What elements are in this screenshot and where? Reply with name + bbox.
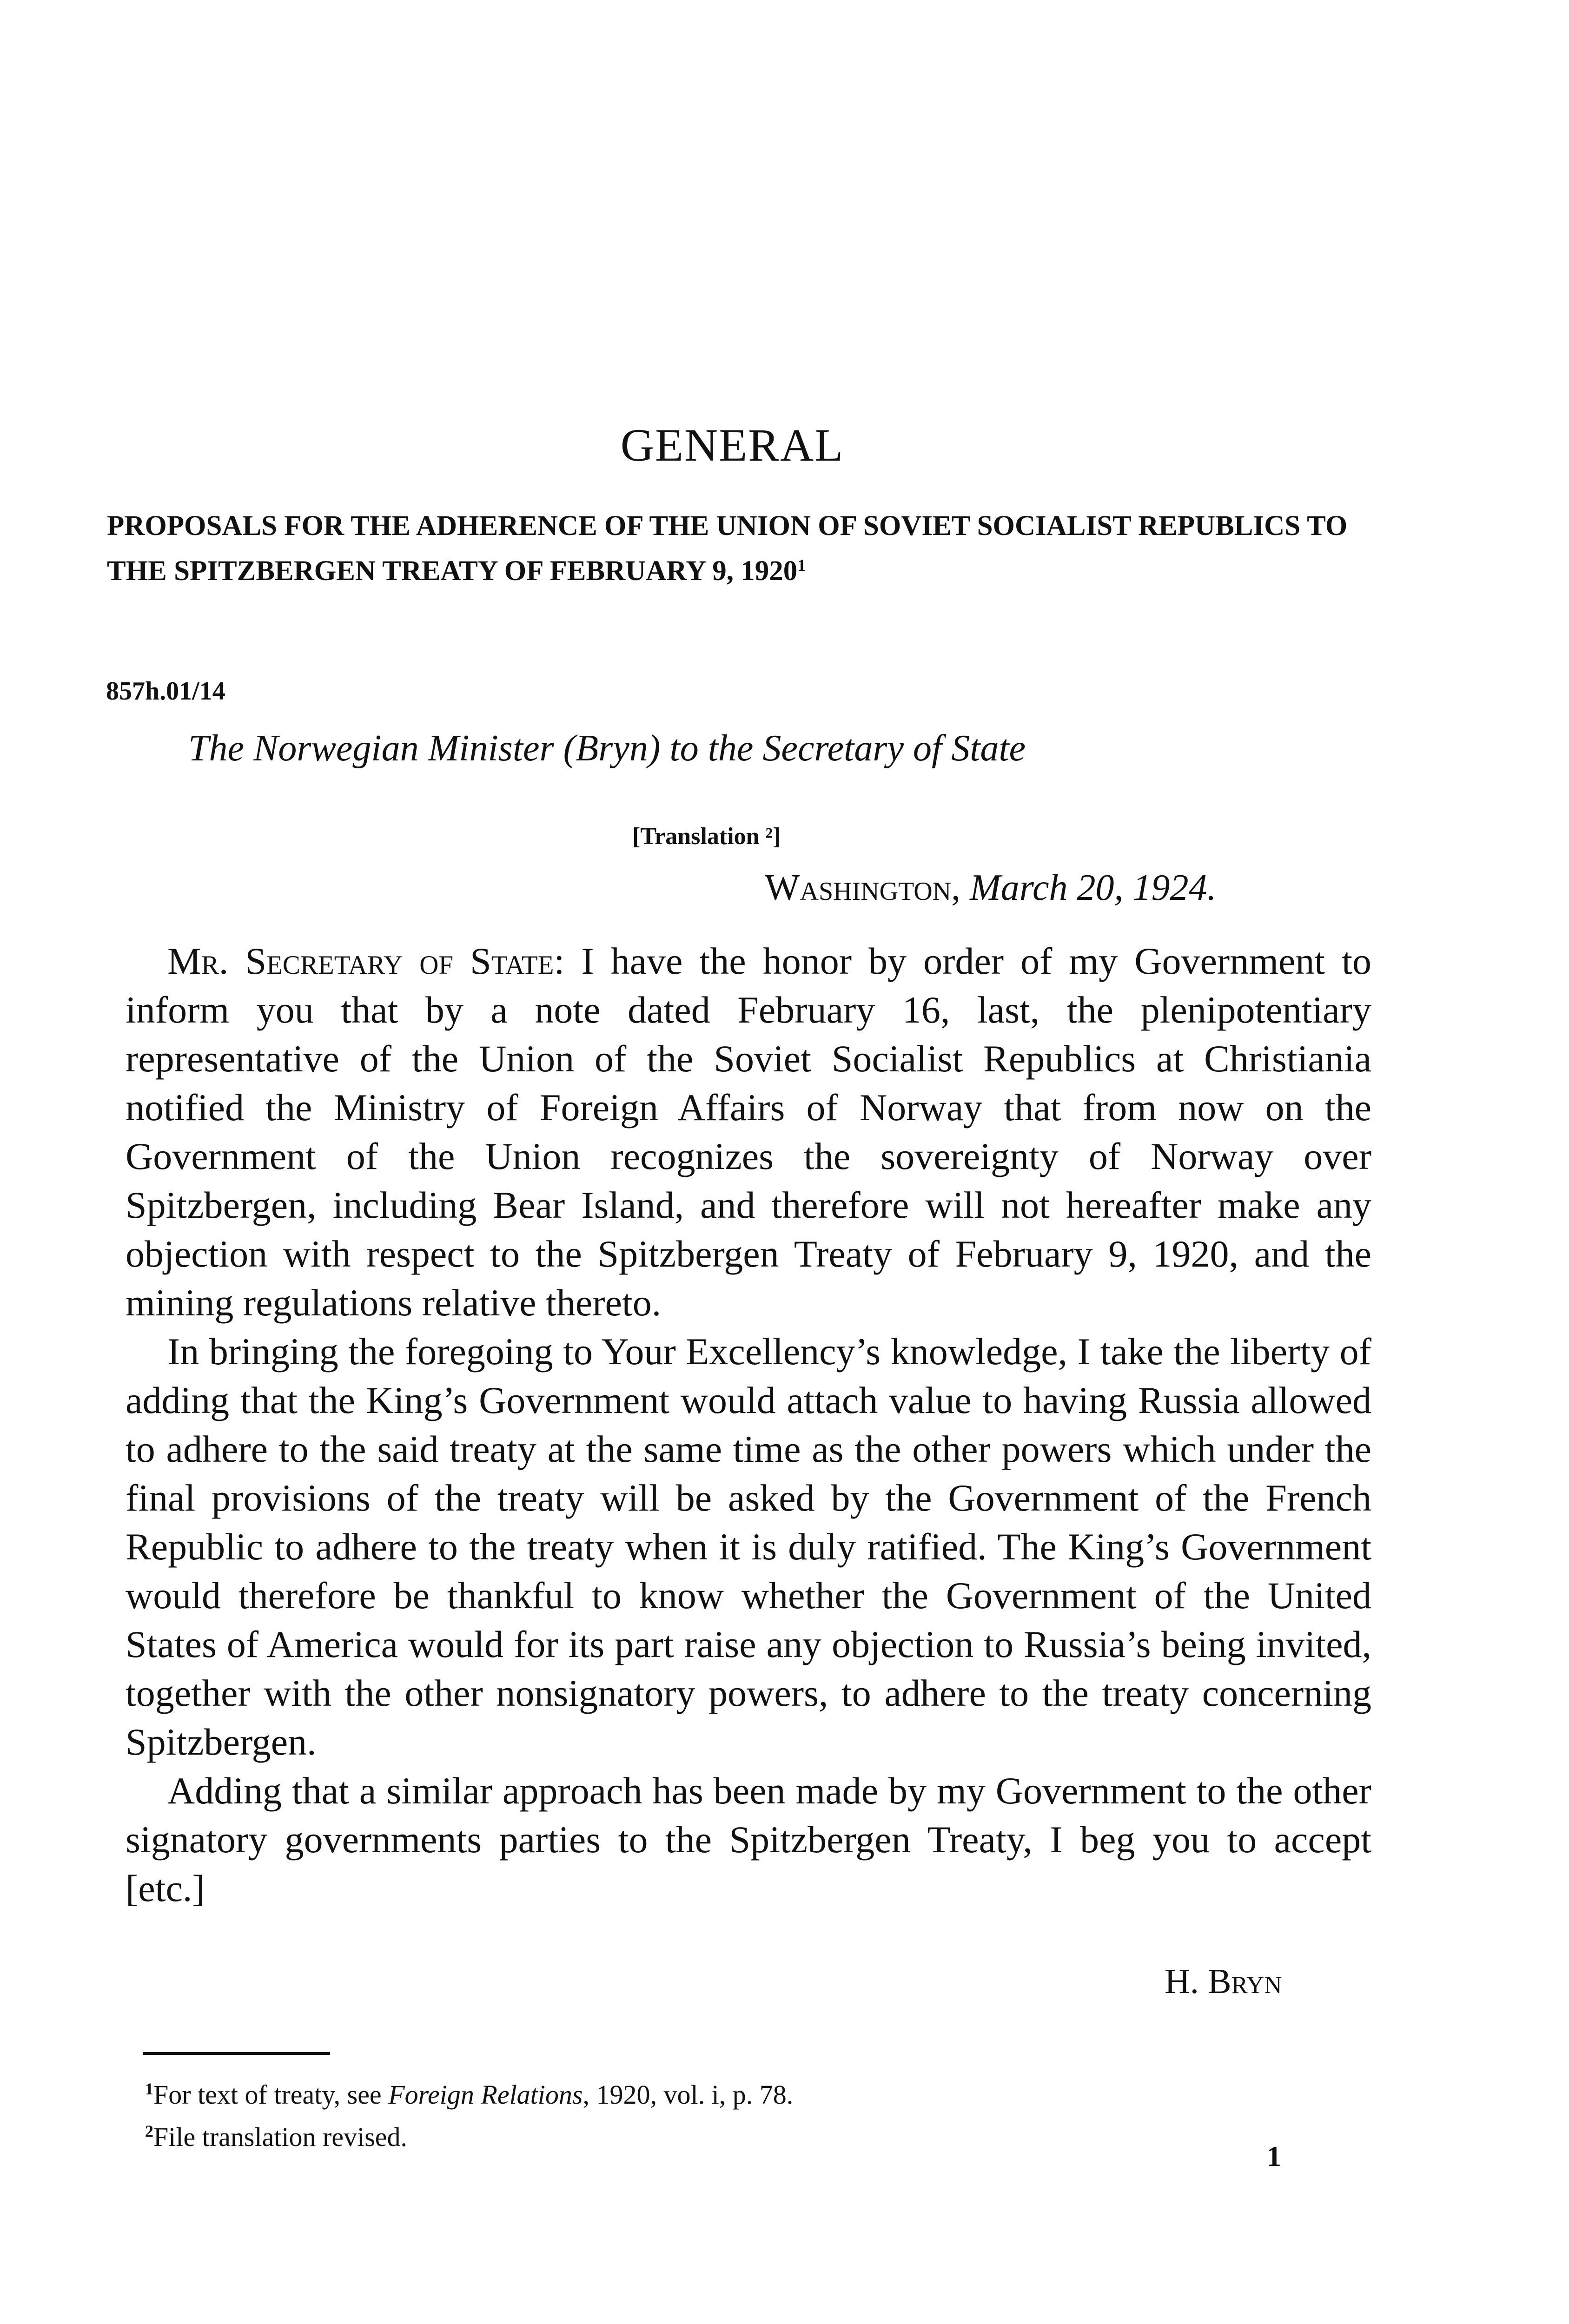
heading-footnote-marker: 1 [797, 556, 806, 574]
dateline [765, 867, 1369, 909]
letter-paragraph: Adding that a similar approach has been made by my Government to the other signatory governments parties to the Spitzbergen Treaty, I beg you to accept [etc.] [126, 1769, 1371, 1909]
footnote-text: For text of treaty, see [153, 2080, 389, 2110]
dateline-place: Washington, [765, 867, 961, 908]
footnote [145, 2071, 1354, 2113]
document-heading [107, 507, 1362, 591]
footnote-marker: 2 [145, 2122, 153, 2140]
paragraph-text: I have the honor by order of my Government to inform you that by a note dated February 16, last, the plenipotentiary representative of the Union of the Soviet Socialist Republics at Christiania notified the Ministry of Foreign Affairs of Norway that from now on the Government of the Union recognizes the sovereignty of Norway over Spitzbergen, including Bear Island, and therefore will not hereafter make any objection with respect to the Spitzbergen Treaty of February 9, 1920, and the mining regulations relative thereto. [126, 940, 1372, 1324]
footnote-divider [143, 2052, 330, 2055]
letter-paragraph: In bringing the foregoing to Your Excellency’s knowledge, I take the liberty of adding that the King’s Government would attach value to having Russia allowed to adhere to the said treaty at the same time as the other powers which under the final provisions of the treaty will be asked by the Government of the French Republic to adhere to the treaty when it is duly ratified. The King’s Government would therefore be thankful to know whether the Government of the United States of America would for its part raise any objection to Russia’s being invited, together with the other nonsignatory powers, to adhere to the treaty concerning Spitzbergen. [126, 1330, 1371, 1763]
footnote-italic: Foreign Relations [388, 2080, 583, 2110]
footnote-text: , 1920, vol. i, p. 78. [583, 2080, 794, 2110]
page-number: 1 [1267, 2141, 1281, 2172]
footnote-marker: 1 [145, 2080, 153, 2098]
document-title: The Norwegian Minister (Bryn) to the Secretary of State [188, 728, 1026, 769]
footnotes [145, 2071, 1354, 2155]
footnote [145, 2113, 1354, 2155]
letter-body [126, 937, 1371, 1913]
letter-paragraph [126, 937, 1371, 1327]
footnote-text: File translation revised. [153, 2122, 408, 2152]
salutation: Mr. Secretary of State: [167, 940, 565, 982]
heading-text: PROPOSALS FOR THE ADHERENCE OF THE UNION OF SOVIET SOCIALIST REPUBLICS TO THE SPITZBERGEN TREATY OF FEBRUARY 9, 1920 [107, 510, 1348, 587]
file-number: 857h.01/14 [106, 677, 225, 706]
translation-note: [Translation ²] [632, 823, 781, 850]
signature: H. Bryn [1165, 1962, 1282, 2001]
section-title: GENERAL [620, 419, 844, 471]
dateline-date: March 20, 1924. [970, 867, 1217, 908]
